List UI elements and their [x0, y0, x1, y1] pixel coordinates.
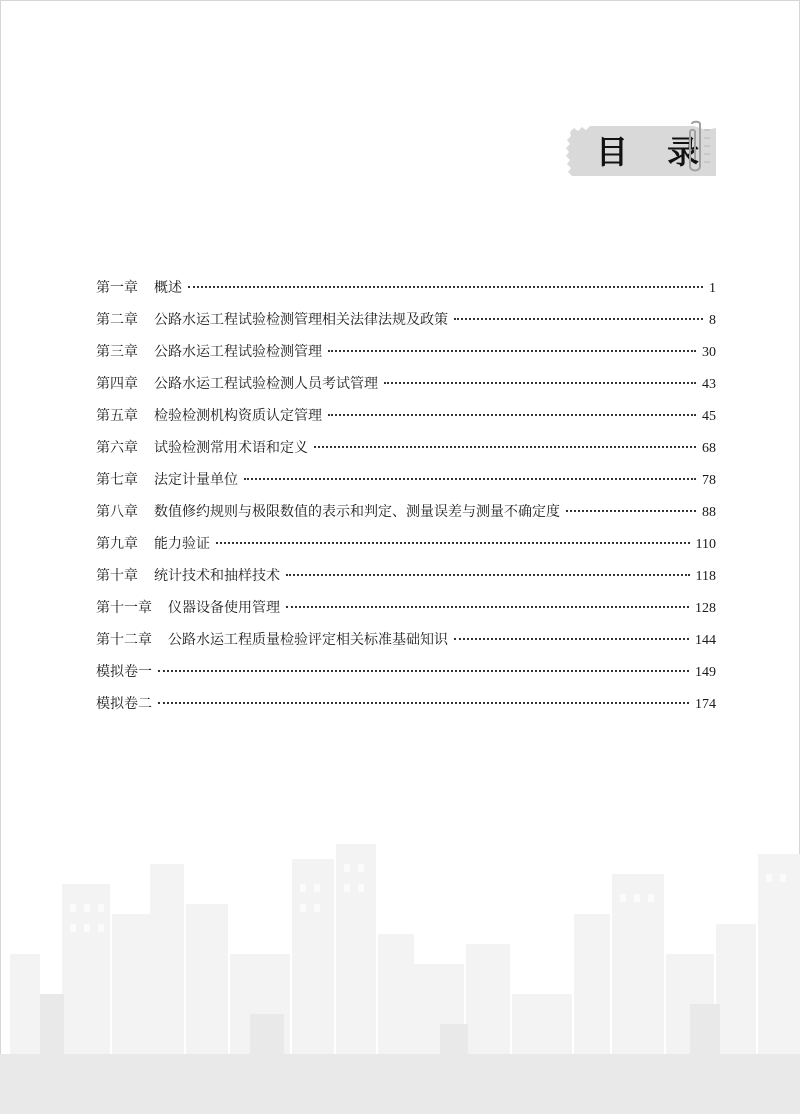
- toc-entry[interactable]: [96, 592, 716, 624]
- toc-leader-dots: [314, 446, 696, 448]
- toc-entry-title: 法定计量单位: [154, 472, 238, 488]
- toc-entry[interactable]: [96, 528, 716, 560]
- toc-leader-dots: [158, 702, 689, 704]
- toc-leader-dots: [328, 350, 696, 352]
- toc-entry-title: 公路水运工程试验检测管理相关法律法规及政策: [154, 312, 448, 328]
- toc-entry-title: 模拟卷一: [96, 664, 152, 680]
- toc-entry-title: 公路水运工程质量检验评定相关标准基础知识: [168, 632, 448, 648]
- toc-page-number: 128: [695, 601, 716, 616]
- toc-page-number: 149: [695, 665, 716, 680]
- toc-chapter-label: 第十一章: [96, 600, 152, 616]
- toc-entry[interactable]: [96, 496, 716, 528]
- toc-entry[interactable]: [96, 368, 716, 400]
- toc-page-number: 174: [695, 697, 716, 712]
- toc-entry-title: 统计技术和抽样技术: [154, 568, 280, 584]
- toc-leader-dots: [328, 414, 696, 416]
- toc-leader-dots: [188, 286, 703, 288]
- paperclip-icon: [682, 120, 712, 176]
- toc-entry[interactable]: [96, 272, 716, 304]
- toc-entry[interactable]: [96, 400, 716, 432]
- toc-leader-dots: [158, 670, 689, 672]
- toc-page-number: 43: [702, 377, 716, 392]
- table-of-contents: [96, 272, 716, 720]
- toc-chapter-label: 第七章: [96, 472, 138, 488]
- toc-entry-title: 试验检测常用术语和定义: [154, 440, 308, 456]
- toc-chapter-label: 第五章: [96, 408, 138, 424]
- toc-page-number: 45: [702, 409, 716, 424]
- toc-entry[interactable]: [96, 688, 716, 720]
- toc-leader-dots: [286, 574, 690, 576]
- toc-entry-title: 公路水运工程试验检测管理: [154, 344, 322, 360]
- toc-page-number: 78: [702, 473, 716, 488]
- toc-chapter-label: 第六章: [96, 440, 138, 456]
- toc-entry[interactable]: [96, 560, 716, 592]
- page-title: 目 录: [596, 133, 714, 171]
- toc-entry[interactable]: [96, 432, 716, 464]
- toc-leader-dots: [454, 318, 703, 320]
- toc-page-number: 30: [702, 345, 716, 360]
- toc-chapter-label: 第四章: [96, 376, 138, 392]
- city-skyline-background: [0, 844, 800, 1114]
- toc-entry[interactable]: [96, 624, 716, 656]
- toc-entry-title: 概述: [154, 280, 182, 296]
- toc-page-number: 144: [695, 633, 716, 648]
- toc-entry-title: 数值修约规则与极限数值的表示和判定、测量误差与测量不确定度: [154, 504, 560, 520]
- toc-chapter-label: 第一章: [96, 280, 138, 296]
- toc-chapter-label: 第十章: [96, 568, 138, 584]
- toc-page-number: 118: [695, 569, 716, 584]
- toc-chapter-label: 第十二章: [96, 632, 152, 648]
- toc-entry[interactable]: [96, 304, 716, 336]
- title-banner: [566, 126, 716, 176]
- toc-entry-title: 检验检测机构资质认定管理: [154, 408, 322, 424]
- toc-page-number: 88: [702, 505, 716, 520]
- toc-entry-title: 仪器设备使用管理: [168, 600, 280, 616]
- toc-leader-dots: [454, 638, 689, 640]
- toc-leader-dots: [384, 382, 696, 384]
- toc-entry-title: 公路水运工程试验检测人员考试管理: [154, 376, 378, 392]
- toc-chapter-label: 第九章: [96, 536, 138, 552]
- toc-entry-title: 能力验证: [154, 536, 210, 552]
- toc-chapter-label: 第三章: [96, 344, 138, 360]
- toc-entry[interactable]: [96, 656, 716, 688]
- toc-chapter-label: 第八章: [96, 504, 138, 520]
- toc-chapter-label: 第二章: [96, 312, 138, 328]
- toc-leader-dots: [244, 478, 696, 480]
- toc-page-number: 1: [709, 281, 716, 296]
- toc-leader-dots: [216, 542, 690, 544]
- toc-page-number: 68: [702, 441, 716, 456]
- toc-entry[interactable]: [96, 464, 716, 496]
- toc-leader-dots: [286, 606, 689, 608]
- toc-entry-title: 模拟卷二: [96, 696, 152, 712]
- toc-page-number: 110: [695, 537, 716, 552]
- toc-page-number: 8: [709, 313, 716, 328]
- toc-entry[interactable]: [96, 336, 716, 368]
- toc-leader-dots: [566, 510, 696, 512]
